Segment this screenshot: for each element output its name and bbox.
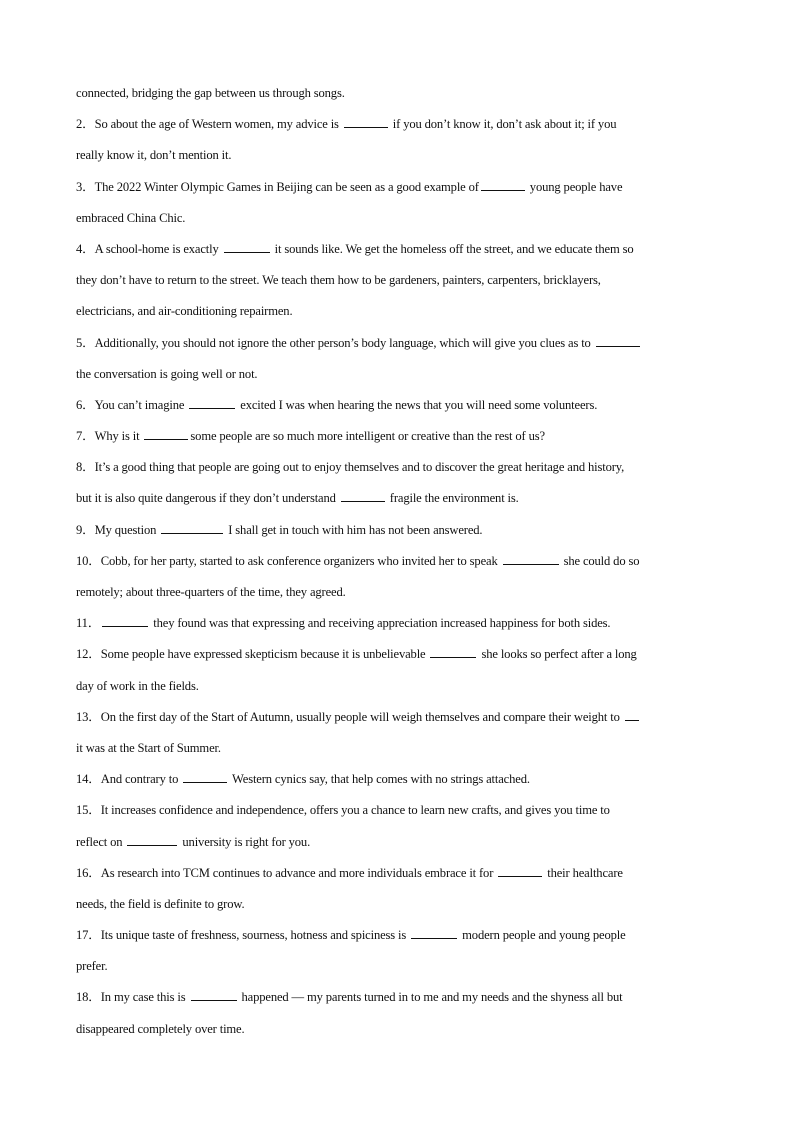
item-9-line-1: 9．My question I shall get in touch with him has not been answered. bbox=[76, 522, 483, 537]
item-8-line-2: but it is also quite dangerous if they don’t understand fragile the environment is. bbox=[76, 491, 519, 506]
item-17-line-2: prefer. bbox=[76, 959, 108, 974]
item-5-line-2: the conversation is going well or not. bbox=[76, 366, 258, 381]
item-15-line-2: reflect on university is right for you. bbox=[76, 834, 311, 849]
item-8-line-1: 8．It’s a good thing that people are going out to enjoy themselves and to discover the great heritage and history, bbox=[76, 460, 625, 475]
item-number: 16． bbox=[76, 865, 101, 880]
item-number: 6． bbox=[76, 397, 95, 412]
item-number: 9． bbox=[76, 522, 95, 537]
item-3-line-1: 3．The 2022 Winter Olympic Games in Beijing can be seen as a good example of young people have bbox=[76, 179, 623, 194]
item-10-line-1: 10．Cobb, for her party, started to ask conference organizers who invited her to speak she could do so bbox=[76, 553, 640, 568]
item-12-line-1: 12．Some people have expressed skepticism because it is unbelievable she looks so perfect after a long bbox=[76, 647, 637, 662]
answer-blank[interactable] bbox=[224, 240, 270, 253]
answer-blank[interactable] bbox=[625, 708, 639, 721]
item-13-line-1: 13．On the first day of the Start of Autumn, usually people will weigh themselves and compare their weight to bbox=[76, 702, 720, 733]
item-7-line-1: 7．Why is it some people are so much more intelligent or creative than the rest of us? bbox=[76, 429, 545, 444]
answer-blank[interactable] bbox=[102, 614, 148, 627]
answer-blank[interactable] bbox=[161, 521, 223, 534]
item-3-line-2: embraced China Chic. bbox=[76, 210, 186, 225]
item-number: 17． bbox=[76, 928, 101, 943]
answer-blank[interactable] bbox=[341, 489, 385, 502]
answer-blank[interactable] bbox=[189, 396, 235, 409]
item-number: 11． bbox=[76, 616, 101, 631]
item-4-line-1: 4．A school-home is exactly it sounds like. We get the homeless off the street, and we educate them so bbox=[76, 241, 634, 256]
item-number: 7． bbox=[76, 429, 95, 444]
answer-blank[interactable] bbox=[127, 833, 177, 846]
item-17-line-1: 17．Its unique taste of freshness, sourness, hotness and spiciness is modern people and young people bbox=[76, 928, 626, 943]
worksheet-page bbox=[76, 78, 720, 1045]
answer-blank[interactable] bbox=[144, 427, 188, 440]
item-number: 3． bbox=[76, 179, 95, 194]
item-number: 14． bbox=[76, 772, 101, 787]
item-number: 13． bbox=[76, 709, 101, 724]
item-number: 2． bbox=[76, 117, 95, 132]
item-1-line-1: connected, bridging the gap between us through songs. bbox=[76, 86, 345, 100]
item-14-line-1: 14．And contrary to Western cynics say, that help comes with no strings attached. bbox=[76, 772, 530, 787]
answer-blank[interactable] bbox=[430, 645, 476, 658]
answer-blank[interactable] bbox=[596, 334, 640, 347]
item-number: 8． bbox=[76, 460, 95, 475]
item-2-line-2: really know it, don’t mention it. bbox=[76, 148, 232, 163]
item-4-line-2: they don’t have to return to the street. We teach them how to be gardeners, painters, carpenters, bricklayers, bbox=[76, 273, 601, 288]
item-4-line-3: electricians, and air-conditioning repairmen. bbox=[76, 304, 293, 319]
item-number: 10． bbox=[76, 553, 101, 568]
item-13-line-2: it was at the Start of Summer. bbox=[76, 740, 221, 755]
item-number: 5． bbox=[76, 335, 95, 350]
item-2-line-1: 2．So about the age of Western women, my advice is if you don’t know it, don’t ask about it; if you bbox=[76, 117, 617, 132]
item-number: 15． bbox=[76, 803, 101, 818]
answer-blank[interactable] bbox=[191, 988, 237, 1001]
item-number: 4． bbox=[76, 241, 95, 256]
answer-blank[interactable] bbox=[503, 552, 559, 565]
item-16-line-2: needs, the field is definite to grow. bbox=[76, 896, 245, 911]
answer-blank[interactable] bbox=[411, 926, 457, 939]
answer-blank[interactable] bbox=[344, 115, 388, 128]
item-number: 12． bbox=[76, 647, 101, 662]
item-16-line-1: 16．As research into TCM continues to advance and more individuals embrace it for their healthcare bbox=[76, 865, 623, 880]
item-18-line-1: 18．In my case this is happened — my parents turned in to me and my needs and the shyness all but bbox=[76, 990, 623, 1005]
item-number: 18． bbox=[76, 990, 101, 1005]
item-10-line-2: remotely; about three-quarters of the time, they agreed. bbox=[76, 585, 346, 599]
item-6-line-1: 6．You can’t imagine excited I was when hearing the news that you will need some volunteers. bbox=[76, 397, 598, 412]
item-18-line-2: disappeared completely over time. bbox=[76, 1021, 245, 1036]
item-15-line-1: 15．It increases confidence and independence, offers you a chance to learn new crafts, and gives you time to bbox=[76, 803, 610, 818]
answer-blank[interactable] bbox=[481, 178, 525, 191]
item-11-line-1: 11． they found was that expressing and receiving appreciation increased happiness for both sides. bbox=[76, 616, 611, 631]
item-12-line-2: day of work in the fields. bbox=[76, 678, 199, 693]
answer-blank[interactable] bbox=[498, 864, 542, 877]
item-5-line-1: 5．Additionally, you should not ignore the other person’s body language, which will give you clues as to bbox=[76, 328, 720, 359]
answer-blank[interactable] bbox=[183, 770, 227, 783]
